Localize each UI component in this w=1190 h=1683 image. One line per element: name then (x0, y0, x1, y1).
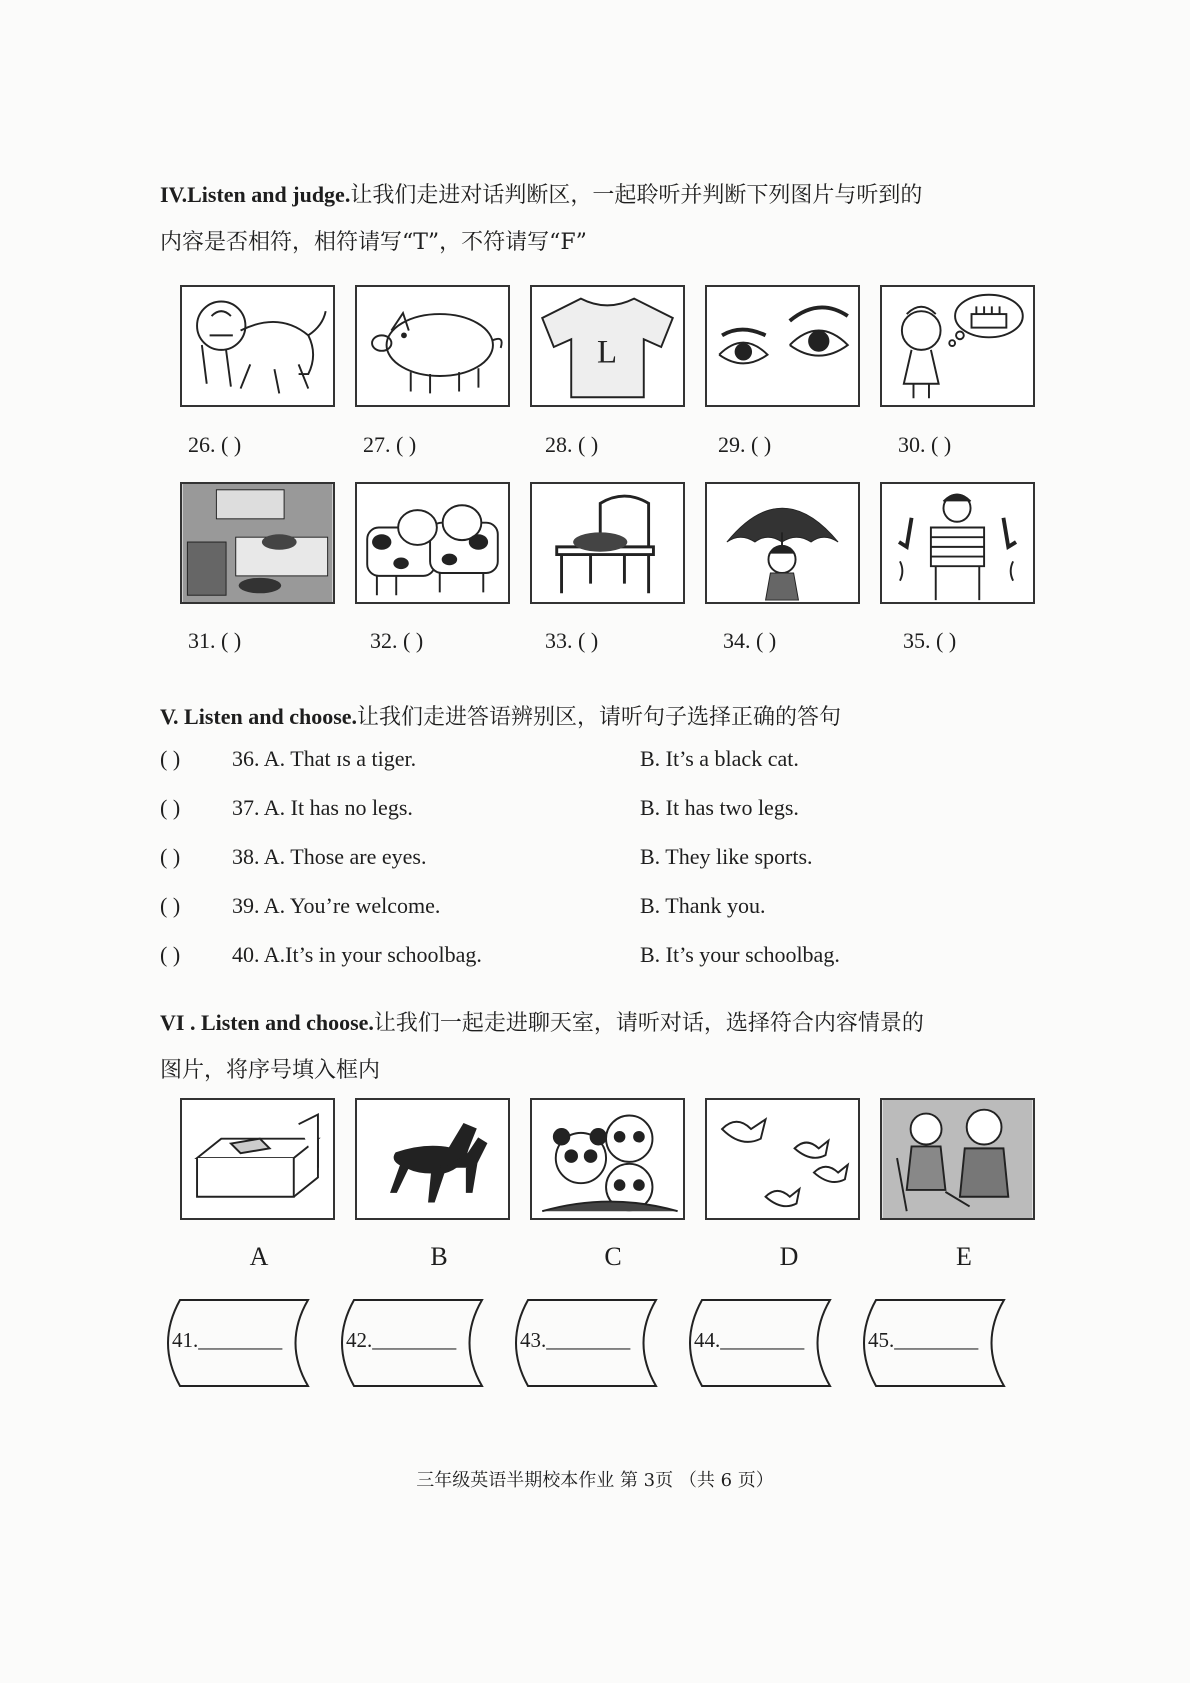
answer-box-label: 43.________ (520, 1328, 631, 1352)
lion-icon (180, 285, 335, 407)
question-29: 29. ( ) (718, 432, 772, 457)
answer-blank[interactable]: ( ) (160, 746, 181, 771)
tshirt-icon (530, 285, 685, 407)
question-35: 35. ( ) (903, 628, 957, 653)
answer-box-43[interactable] (506, 1298, 666, 1388)
option-a: 40. A.It’s in your schoolbag. (232, 942, 482, 967)
man-sweater-icon (880, 482, 1035, 604)
birds-icon (705, 1098, 860, 1220)
answer-box-44[interactable] (680, 1298, 840, 1388)
horses-icon (355, 1098, 510, 1220)
section-6-title-line2: 图片，将序号填入框内 (160, 1058, 381, 1083)
section-5-title (160, 702, 841, 733)
answer-box-label: 41.________ (172, 1328, 283, 1352)
section-6-title (160, 1008, 924, 1039)
page-footer: 三年级英语半期校本作业 第 3页 （共 6 页） (416, 1470, 774, 1491)
section-4-title-cn: 让我们走进对话判断区，一起聆听并判断下列图片与听到的 (350, 183, 923, 208)
question-31: 31. ( ) (188, 628, 242, 653)
answer-blank[interactable]: ( ) (160, 795, 181, 820)
picture-letter-c: C (604, 1242, 622, 1271)
bed-icon (180, 1098, 335, 1220)
girl-cake-icon (880, 285, 1035, 407)
option-b: B. They like sports. (640, 844, 813, 869)
messy-room-icon (180, 482, 335, 604)
section-5-title-cn: 让我们走进答语辨别区，请听句子选择正确的答句 (357, 705, 842, 730)
picture-letter-b: B (430, 1242, 448, 1271)
option-b: B. Thank you. (640, 893, 766, 918)
boys-icon (880, 1098, 1035, 1220)
choice-row-40 (160, 942, 1060, 972)
section-4-title-line2: 内容是否相符，相符请写“T”，不符请写“F” (160, 230, 587, 255)
question-34: 34. ( ) (723, 628, 777, 653)
choice-row-37 (160, 795, 1060, 825)
chair-hat-icon (530, 482, 685, 604)
answer-blank[interactable]: ( ) (160, 942, 181, 967)
question-26: 26. ( ) (188, 432, 242, 457)
question-32: 32. ( ) (370, 628, 424, 653)
picture-letter-a: A (249, 1242, 269, 1271)
question-28: 28. ( ) (545, 432, 599, 457)
pig-icon (355, 285, 510, 407)
svg-text:L: L (596, 334, 618, 371)
answer-box-45[interactable] (854, 1298, 1014, 1388)
answer-blank[interactable]: ( ) (160, 893, 181, 918)
answer-box-label: 45.________ (868, 1328, 979, 1352)
girl-umbrella-icon (705, 482, 860, 604)
cows-icon (355, 482, 510, 604)
picture-letter-d: D (779, 1242, 799, 1271)
option-a: 37. A. It has no legs. (232, 795, 413, 820)
option-a: 38. A. Those are eyes. (232, 844, 427, 869)
section-6-title-en: VI . Listen and choose. (160, 1010, 374, 1035)
section-4-title (160, 180, 922, 211)
option-a: 39. A. You’re welcome. (232, 893, 441, 918)
section-4-title-en: IV.Listen and judge. (160, 182, 351, 207)
option-b: B. It’s your schoolbag. (640, 942, 840, 967)
choice-row-38 (160, 844, 1060, 874)
option-a: 36. A. That ɪs a tiger. (232, 746, 417, 771)
answer-box-label: 42.________ (346, 1328, 457, 1352)
option-b: B. It’s a black cat. (640, 746, 799, 771)
eyes-icon (705, 285, 860, 407)
answer-blank[interactable]: ( ) (160, 844, 181, 869)
question-30: 30. ( ) (898, 432, 952, 457)
answer-box-41[interactable] (158, 1298, 318, 1388)
picture-letter-e: E (956, 1242, 972, 1271)
question-27: 27. ( ) (363, 432, 417, 457)
choice-row-39 (160, 893, 1060, 923)
option-b: B. It has two legs. (640, 795, 799, 820)
section-5-title-en: V. Listen and choose. (160, 704, 358, 729)
answer-box-42[interactable] (332, 1298, 492, 1388)
pandas-icon (530, 1098, 685, 1220)
question-33: 33. ( ) (545, 628, 599, 653)
choice-row-36 (160, 746, 1060, 776)
section-6-title-cn: 让我们一起走进聊天室，请听对话，选择符合内容情景的 (373, 1011, 924, 1036)
answer-box-label: 44.________ (694, 1328, 805, 1352)
